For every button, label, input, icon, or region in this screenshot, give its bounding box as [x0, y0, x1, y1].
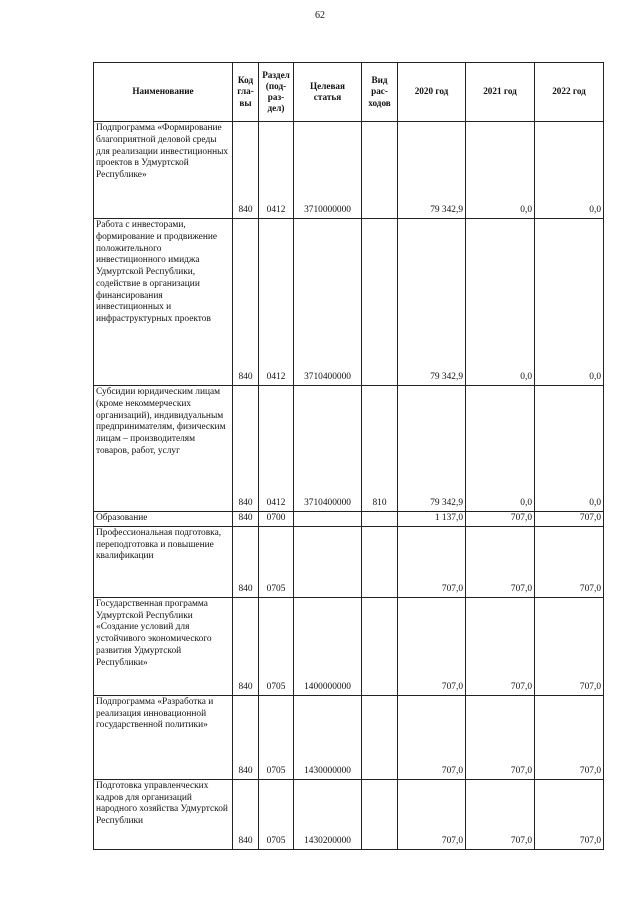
header-name: Наименование — [94, 63, 233, 122]
row-section: 0705 — [259, 597, 294, 695]
row-code: 840 — [233, 512, 259, 527]
row-expense-type — [362, 779, 398, 849]
row-2020: 1 137,0 — [398, 512, 466, 527]
row-expense-type — [362, 512, 398, 527]
row-2022: 0,0 — [535, 122, 604, 219]
row-section: 0705 — [259, 779, 294, 849]
row-2020: 707,0 — [398, 779, 466, 849]
table-row — [94, 386, 604, 512]
row-2021: 0,0 — [466, 122, 535, 219]
header-expense-type: Вид рас- ходов — [362, 63, 398, 122]
row-target: 3710400000 — [294, 386, 362, 512]
header-section: Раздел (под- раз- дел) — [259, 63, 294, 122]
row-expense-type — [362, 122, 398, 219]
row-2020: 707,0 — [398, 526, 466, 597]
header-code: Код гла- вы — [233, 63, 259, 122]
row-target: 3710000000 — [294, 122, 362, 219]
row-2020: 707,0 — [398, 597, 466, 695]
budget-table — [93, 62, 604, 850]
row-expense-type — [362, 219, 398, 386]
row-name: Государственная программа Удмуртской Республики «Создание условий для устойчивого экономического развития Удмуртской Республики» — [94, 597, 233, 695]
row-2022: 707,0 — [535, 597, 604, 695]
row-name: Профессиональная подготовка, переподготовка и повышение квалификации — [94, 526, 233, 597]
row-2022: 707,0 — [535, 695, 604, 779]
row-2022: 0,0 — [535, 386, 604, 512]
row-2020: 707,0 — [398, 695, 466, 779]
row-code: 840 — [233, 695, 259, 779]
row-name: Подготовка управленческих кадров для организаций народного хозяйства Удмуртской Республики — [94, 779, 233, 849]
row-name: Подпрограмма «Формирование благоприятной деловой среды для реализации инвестиционных проектов в Удмуртской Республике» — [94, 122, 233, 219]
row-target — [294, 526, 362, 597]
table-row — [94, 779, 604, 849]
row-section: 0412 — [259, 219, 294, 386]
row-2021: 707,0 — [466, 526, 535, 597]
row-name: Подпрограмма «Разработка и реализация инновационной государственной политики» — [94, 695, 233, 779]
row-section: 0412 — [259, 122, 294, 219]
table-row — [94, 512, 604, 527]
row-code: 840 — [233, 526, 259, 597]
row-target: 1430000000 — [294, 695, 362, 779]
page-number: 62 — [315, 10, 325, 21]
row-2021: 0,0 — [466, 386, 535, 512]
row-code: 840 — [233, 386, 259, 512]
header-2021: 2021 год — [466, 63, 535, 122]
row-expense-type — [362, 597, 398, 695]
table-row — [94, 219, 604, 386]
row-2021: 707,0 — [466, 695, 535, 779]
row-2020: 79 342,9 — [398, 219, 466, 386]
row-2021: 707,0 — [466, 779, 535, 849]
row-code: 840 — [233, 779, 259, 849]
row-name: Образование — [94, 512, 233, 527]
row-2021: 0,0 — [466, 219, 535, 386]
table-row — [94, 526, 604, 597]
header-target: Целевая статья — [294, 63, 362, 122]
row-2022: 0,0 — [535, 219, 604, 386]
table-row — [94, 122, 604, 219]
row-2022: 707,0 — [535, 512, 604, 527]
row-section: 0412 — [259, 386, 294, 512]
row-target: 1400000000 — [294, 597, 362, 695]
row-target — [294, 512, 362, 527]
row-2021: 707,0 — [466, 597, 535, 695]
row-name: Субсидии юридическим лицам (кроме некоммерческих организаций), индивидуальным предпринимателям, физическим лицам – производителям товаров, работ, услуг — [94, 386, 233, 512]
row-section: 0705 — [259, 695, 294, 779]
row-2021: 707,0 — [466, 512, 535, 527]
row-target: 1430200000 — [294, 779, 362, 849]
row-2022: 707,0 — [535, 526, 604, 597]
row-expense-type — [362, 695, 398, 779]
row-2020: 79 342,9 — [398, 386, 466, 512]
row-code: 840 — [233, 219, 259, 386]
table-row — [94, 695, 604, 779]
row-code: 840 — [233, 122, 259, 219]
row-expense-type — [362, 526, 398, 597]
table-row — [94, 597, 604, 695]
header-2022: 2022 год — [535, 63, 604, 122]
row-target: 3710400000 — [294, 219, 362, 386]
row-section: 0705 — [259, 526, 294, 597]
table-header-row — [94, 63, 604, 122]
row-name: Работа с инвесторами, формирование и продвижение положительного инвестиционного имиджа Удмуртской Республики, содействие в организации финансирования инвестиционных и инфраструктурных проектов — [94, 219, 233, 386]
row-section: 0700 — [259, 512, 294, 527]
header-2020: 2020 год — [398, 63, 466, 122]
row-2022: 707,0 — [535, 779, 604, 849]
row-expense-type: 810 — [362, 386, 398, 512]
row-code: 840 — [233, 597, 259, 695]
row-2020: 79 342,9 — [398, 122, 466, 219]
